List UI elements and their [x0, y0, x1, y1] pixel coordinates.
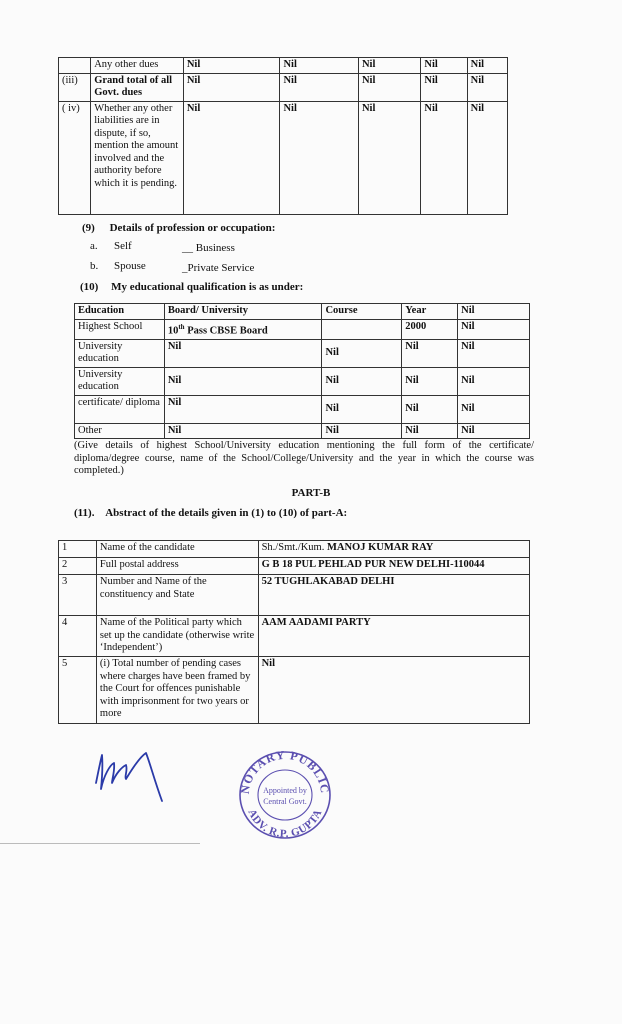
table-row [75, 319, 530, 339]
candidate-name [258, 541, 529, 558]
item-value: __ Business [182, 242, 235, 254]
education-level: certificate/ diploma [75, 395, 165, 423]
row-label: (i) Total number of pending cases where charges have been framed by the Court for offences punishable with imprisonment for two years or more [96, 657, 258, 724]
year: Nil [402, 367, 458, 395]
cell-value: Nil [358, 73, 420, 101]
stamp-top-text: NOTARY PUBLIC [237, 748, 333, 795]
constituency: 52 TUGHLAKABAD DELHI [258, 575, 529, 616]
table-row [59, 58, 508, 74]
cell-value: Nil [421, 58, 467, 74]
row-label: Number and Name of the constituency and State [96, 575, 258, 616]
table-row [75, 395, 530, 423]
item-value: _Private Service [182, 262, 255, 274]
notary-stamp-icon [236, 748, 334, 842]
postal-address: G B 18 PUL PEHLAD PUR NEW DELHI-110044 [258, 558, 529, 575]
row-number [59, 58, 91, 74]
cell-value: Nil [183, 73, 280, 101]
cell-value: Nil [467, 73, 507, 101]
column-header: Education [75, 304, 165, 320]
cell-value: Nil [183, 101, 280, 214]
row-label: Whether any other liabilities are in dispute, if so, mention the amount involved and the authority before which it is pending. [91, 101, 184, 214]
cell-value: Nil [458, 339, 530, 367]
section-number: (10) [80, 281, 99, 293]
board-university: Nil [164, 339, 322, 367]
part-b-title: PART-B [291, 487, 331, 499]
stamp-center-line2: Central Govt. [263, 797, 307, 806]
row-number: (iii) [59, 73, 91, 101]
cell-value: Nil [421, 101, 467, 214]
cell-value: Nil [358, 101, 420, 214]
row-label: Name of the Political party which set up the candidate (otherwise write ‘Independent’) [96, 616, 258, 657]
item-who: Spouse [114, 260, 146, 272]
board-university: 10th Pass CBSE Board [164, 319, 322, 339]
course: Nil [322, 423, 402, 439]
row-number: 4 [59, 616, 97, 657]
row-number: 3 [59, 575, 97, 616]
row-number: ( iv) [59, 101, 91, 214]
row-label: Grand total of all Govt. dues [91, 73, 184, 101]
table-row [59, 541, 530, 558]
column-header: Course [322, 304, 402, 320]
row-number: 5 [59, 657, 97, 724]
section-11-heading [74, 507, 347, 519]
section-10-heading [80, 281, 303, 293]
row-label: Name of the candidate [96, 541, 258, 558]
cell-value: Nil [280, 73, 359, 101]
item-letter: a. [90, 240, 98, 252]
stamp-center-line1: Appointed by [263, 786, 307, 795]
table-row [59, 73, 508, 101]
year: Nil [402, 339, 458, 367]
occupation-self [90, 240, 235, 254]
item-who: Self [114, 240, 132, 252]
row-number: 1 [59, 541, 97, 558]
abstract-table [58, 540, 530, 724]
table-row [59, 616, 530, 657]
year: 2000 [402, 319, 458, 339]
occupation-spouse [90, 260, 255, 274]
course: Nil [322, 367, 402, 395]
education-table [74, 303, 530, 439]
year: Nil [402, 423, 458, 439]
page-fold-line [0, 843, 200, 844]
section-number: (11). [74, 507, 95, 519]
course [322, 319, 402, 339]
board-university: Nil [164, 367, 322, 395]
signature-icon [88, 745, 178, 815]
education-note: (Give details of highest School/University education mentioning the full form of the certificate/ diploma/degree course, name of the School/College/University and the year in which the course was completed.) [74, 440, 534, 476]
section-number: (9) [82, 222, 95, 234]
row-number: 2 [59, 558, 97, 575]
table-row [75, 367, 530, 395]
cell-value: Nil [458, 395, 530, 423]
table-row [59, 575, 530, 616]
political-party: AAM AADAMI PARTY [258, 616, 529, 657]
table-row [59, 657, 530, 724]
education-level: University education [75, 339, 165, 367]
table-row [75, 423, 530, 439]
cell-value: Nil [358, 58, 420, 74]
board-university: Nil [164, 423, 322, 439]
table-header-row [75, 304, 530, 320]
row-label: Any other dues [91, 58, 184, 74]
course: Nil [322, 339, 402, 367]
column-header: Board/ University [164, 304, 322, 320]
cell-value: Nil [458, 367, 530, 395]
section-title: My educational qualification is as under: [111, 281, 304, 293]
stamp-bottom-text: ADV. R.P. GUPTA [245, 807, 325, 841]
cell-value: Nil [280, 101, 359, 214]
name-value: MANOJ KUMAR RAY [326, 542, 434, 553]
board-university: Nil [164, 395, 322, 423]
cell-value: Nil [458, 423, 530, 439]
name-prefix: Sh./Smt./Kum. [261, 542, 325, 553]
table-row [59, 558, 530, 575]
section-title: Abstract of the details given in (1) to (10) of part-A: [105, 507, 348, 519]
education-level: Other [75, 423, 165, 439]
section-9-heading [82, 222, 275, 234]
cell-value: Nil [467, 101, 507, 214]
table-row [59, 101, 508, 214]
column-header: Year [402, 304, 458, 320]
education-level: University education [75, 367, 165, 395]
cell-value: Nil [458, 319, 530, 339]
table-row [75, 339, 530, 367]
cell-value: Nil [280, 58, 359, 74]
course: Nil [322, 395, 402, 423]
pending-cases: Nil [258, 657, 529, 724]
item-letter: b. [90, 260, 99, 272]
govt-dues-table [58, 57, 508, 215]
year: Nil [402, 395, 458, 423]
row-label: Full postal address [96, 558, 258, 575]
cell-value: Nil [467, 58, 507, 74]
cell-value: Nil [183, 58, 280, 74]
education-level: Highest School [75, 319, 165, 339]
column-header: Nil [458, 304, 530, 320]
section-title: Details of profession or occupation: [109, 222, 276, 234]
cell-value: Nil [421, 73, 467, 101]
